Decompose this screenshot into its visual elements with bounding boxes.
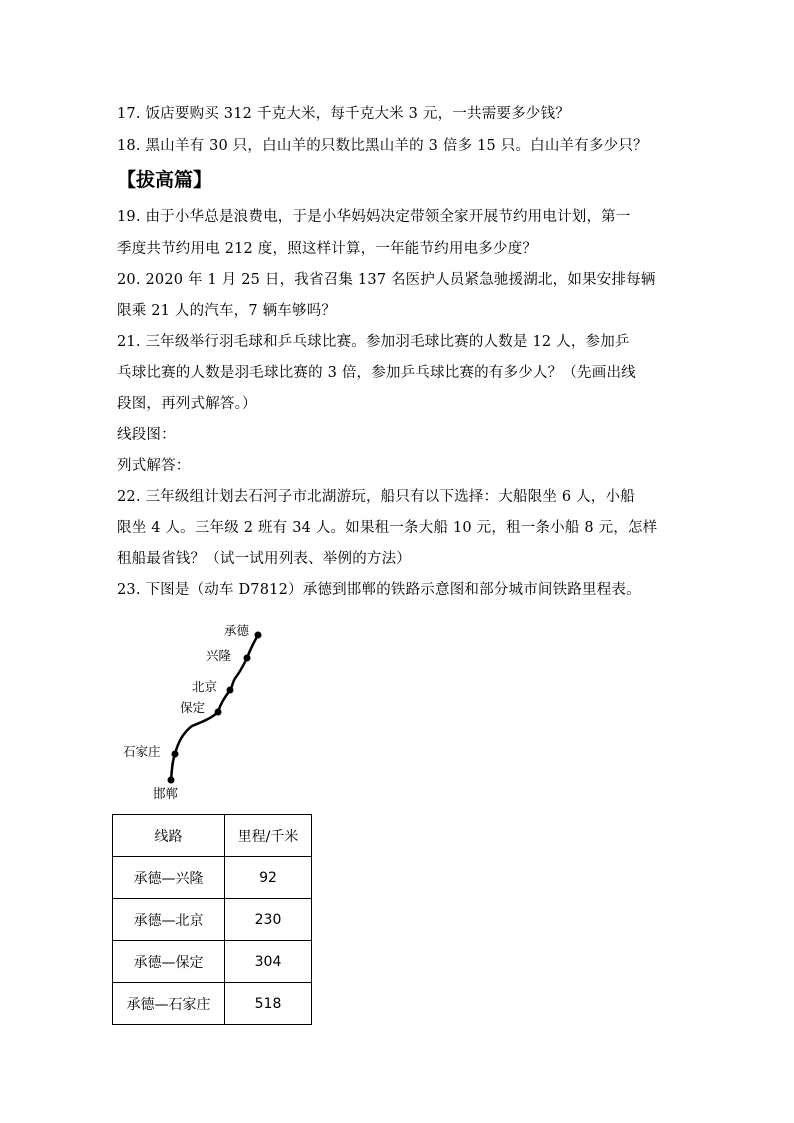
table-row [113,941,312,983]
city-label-shijiazhuang: 石家庄 [123,744,161,759]
city-label-xinglong: 兴隆 [206,648,232,663]
question-21-line-3: 段图，再列式解答。） [117,396,257,412]
question-21-line-5: 列式解答： [117,458,191,474]
table-cell-route: 承德—保定 [113,941,225,983]
station-dot-handan [168,777,175,784]
station-dot-shijiazhuang [172,751,179,758]
question-17: 17. 饭店要购买 312 千克大米，每千克大米 3 元，一共需要多少钱？ [117,106,570,122]
table-cell-route: 承德—石家庄 [113,983,225,1025]
table-cell-route: 承德—北京 [113,899,225,941]
station-dot-beijing [227,687,234,694]
table-header-distance: 里程/千米 [225,815,312,857]
city-label-chengde: 承德 [224,623,250,638]
city-label-beijing: 北京 [192,679,218,694]
question-20-line-1: 20. 2020 年 1 月 25 日，我省召集 137 名医护人员紧急驰援湖北，如果安排每辆 [117,272,656,288]
table-row [113,857,312,899]
question-23-line-1: 23. 下图是（动车 D7812）承德到邯郸的铁路示意图和部分城市间铁路里程表。 [117,582,641,598]
table-cell-route: 承德—兴隆 [113,857,225,899]
question-22-line-3: 租船最省钱？（试一试用列表、举例的方法） [117,551,411,567]
table-header-route: 线路 [113,815,225,857]
question-21-line-2: 乓球比赛的人数是羽毛球比赛的 3 倍，参加乒乓球比赛的有多少人？（先画出线 [117,365,636,381]
question-18: 18. 黑山羊有 30 只，白山羊的只数比黑山羊的 3 倍多 15 只。白山羊有多少只？ [117,138,648,154]
railway-map-svg [112,620,312,810]
question-19-line-1: 19. 由于小华总是浪费电，于是小华妈妈决定带领全家开展节约用电计划，第一 [117,209,631,225]
table-row [113,899,312,941]
table-cell-distance: 518 [225,983,312,1025]
railway-map [112,620,312,810]
station-dot-xinglong [244,655,251,662]
station-dot-baoding [215,709,222,716]
table-cell-distance: 92 [225,857,312,899]
table-cell-distance: 230 [225,899,312,941]
question-21-line-1: 21. 三年级举行羽毛球和乒乓球比赛。参加羽毛球比赛的人数是 12 人，参加乒 [117,334,630,350]
table-row [113,983,312,1025]
question-19-line-2: 季度共节约用电 212 度，照这样计算，一年能节约用电多少度？ [117,241,538,257]
question-22-line-2: 限坐 4 人。三年级 2 班有 34 人。如果租一条大船 10 元，租一条小船 8 元，怎样 [117,520,658,536]
section-heading: 【拔高篇】 [117,169,213,191]
question-22-line-1: 22. 三年级组计划去石河子市北湖游玩，船只有以下选择：大船限坐 6 人，小船 [117,489,635,505]
city-label-handan: 邯郸 [153,786,179,801]
city-label-baoding: 保定 [180,700,206,715]
station-dot-chengde [255,632,262,639]
question-21-line-4: 线段图： [117,427,176,443]
question-20-line-2: 限乘 21 人的汽车，7 辆车够吗？ [117,303,337,319]
distance-table [112,814,312,1025]
table-header-row [113,815,312,857]
table-cell-distance: 304 [225,941,312,983]
